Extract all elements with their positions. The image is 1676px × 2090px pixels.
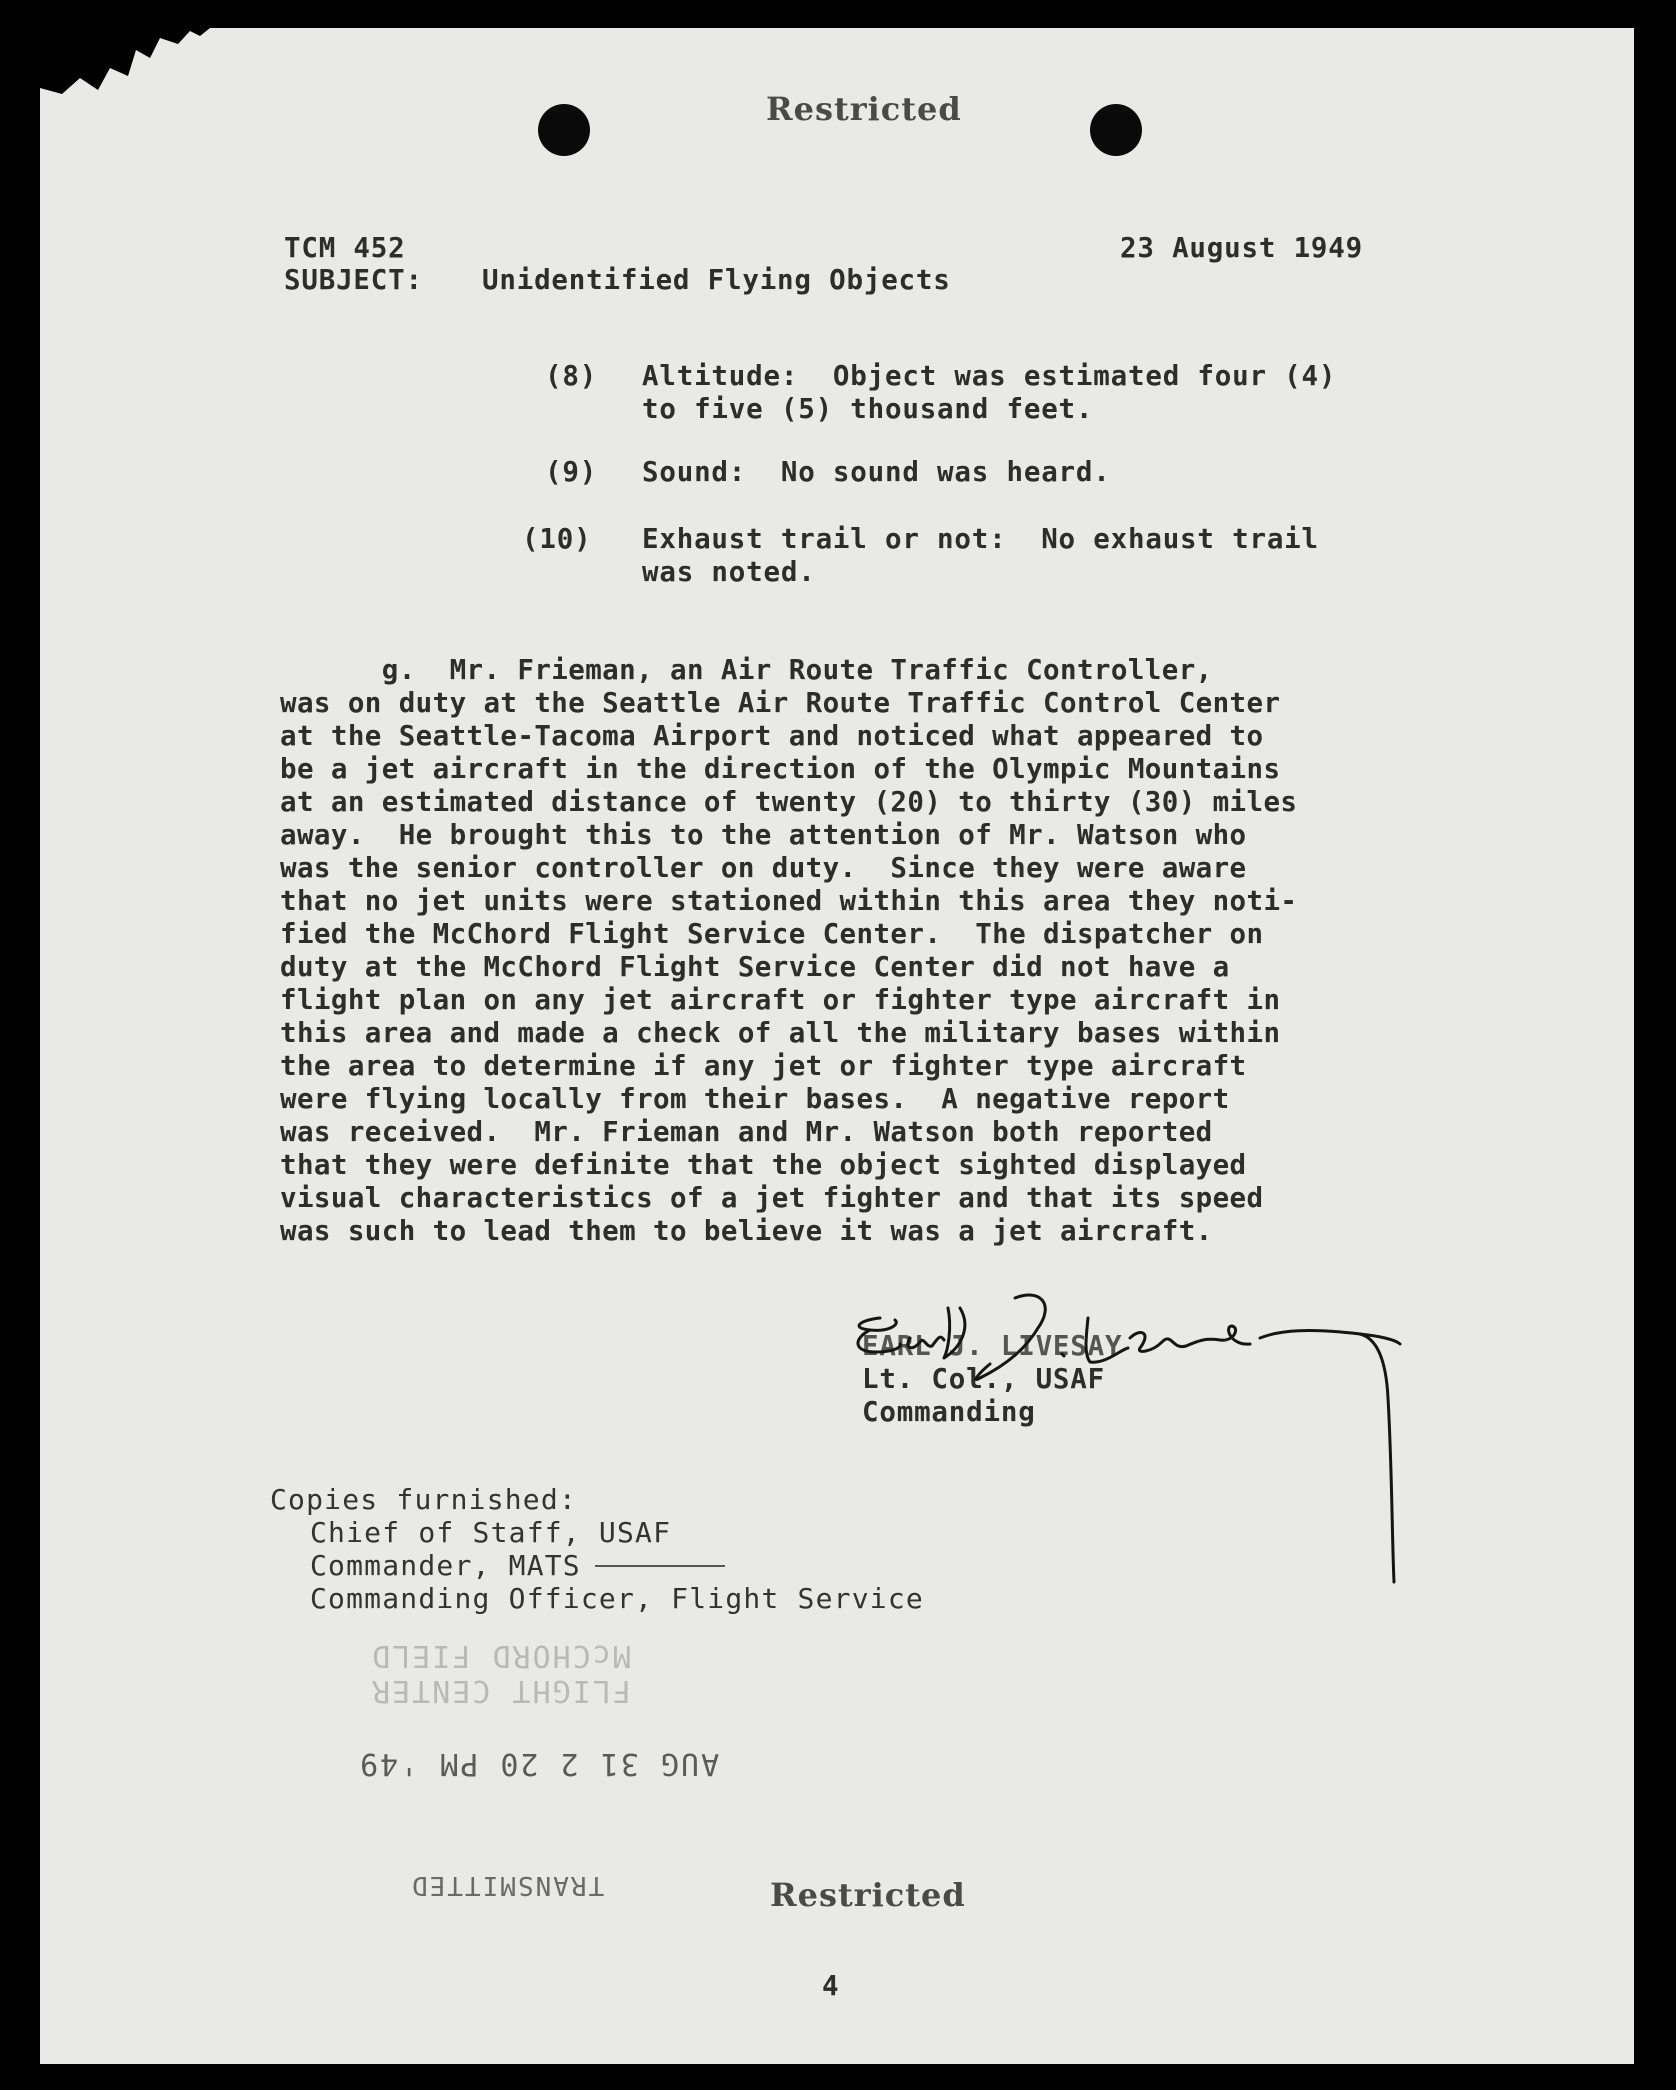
paragraph-line: flight plan on any jet aircraft or fighter type aircraft in	[280, 984, 1281, 1016]
paragraph-line: duty at the McChord Flight Service Center did not have a	[280, 951, 1230, 983]
paragraph-line: visual characteristics of a jet fighter and that its speed	[280, 1182, 1264, 1214]
copies-recipient: Chief of Staff, USAF	[310, 1516, 672, 1549]
copies-recipient: Commander, MATS	[310, 1549, 581, 1582]
punch-hole-right	[1090, 104, 1142, 156]
signatory-title: Commanding	[862, 1396, 1036, 1428]
paragraph-g	[280, 654, 1530, 1248]
paragraph-line: away. He brought this to the attention of Mr. Watson who	[280, 819, 1247, 851]
item-line: Exhaust trail or not: No exhaust trail	[642, 523, 1319, 555]
item-number: (10)	[522, 523, 592, 555]
item-line: Altitude: Object was estimated four (4)	[642, 360, 1337, 392]
classification-bottom: Restricted	[770, 1876, 966, 1914]
received-stamp-line: TRANSMITTED	[410, 1870, 605, 1900]
strikethrough-line	[595, 1565, 725, 1567]
page-number: 4	[822, 1970, 840, 2002]
item-line: to five (5) thousand feet.	[642, 393, 1094, 425]
punch-hole-left	[538, 104, 590, 156]
torn-corner	[40, 28, 210, 98]
subject-label: SUBJECT:	[284, 264, 423, 296]
classification-top: Restricted	[766, 90, 962, 128]
copies-heading: Copies furnished:	[270, 1483, 577, 1516]
received-stamp-line: AUG 31 2 20 PM '49	[358, 1746, 720, 1781]
reference-number: TCM 452	[284, 232, 406, 264]
subject-value: Unidentified Flying Objects	[482, 264, 951, 296]
received-stamp-line: FLIGHT CENTER	[370, 1673, 631, 1708]
paragraph-line: this area and made a check of all the military bases within	[280, 1017, 1281, 1049]
paragraph-line: were flying locally from their bases. A negative report	[280, 1083, 1230, 1115]
document-date: 23 August 1949	[1120, 232, 1363, 264]
copies-recipient: Commanding Officer, Flight Service	[310, 1582, 924, 1615]
item-line: was noted.	[642, 556, 816, 588]
paragraph-line: at the Seattle-Tacoma Airport and noticed what appeared to	[280, 720, 1264, 752]
paragraph-line: at an estimated distance of twenty (20) to thirty (30) miles	[280, 786, 1298, 818]
signatory-rank: Lt. Col., USAF	[862, 1363, 1105, 1395]
paragraph-line: was the senior controller on duty. Since they were aware	[280, 852, 1247, 884]
paragraph-line: fied the McChord Flight Service Center. The dispatcher on	[280, 918, 1264, 950]
item-number: (9)	[545, 456, 598, 488]
document-page	[40, 28, 1634, 2064]
received-stamp-line: McCHORD FIELD	[370, 1638, 631, 1673]
paragraph-line: was received. Mr. Frieman and Mr. Watson both reported	[280, 1116, 1213, 1148]
item-number: (8)	[545, 360, 598, 392]
paragraph-line: was on duty at the Seattle Air Route Traffic Control Center	[280, 687, 1281, 719]
paragraph-line: that no jet units were stationed within this area they noti-	[280, 885, 1298, 917]
paragraph-line: was such to lead them to believe it was a jet aircraft.	[280, 1215, 1213, 1247]
paragraph-line: that they were definite that the object sighted displayed	[280, 1149, 1247, 1181]
signatory-name: EARL J. LIVESAY	[862, 1330, 1123, 1362]
handwritten-signature	[840, 1268, 1440, 1588]
paragraph-line: be a jet aircraft in the direction of the Olympic Mountains	[280, 753, 1281, 785]
paragraph-line: g. Mr. Frieman, an Air Route Traffic Controller,	[280, 654, 1213, 686]
paragraph-line: the area to determine if any jet or fighter type aircraft	[280, 1050, 1247, 1082]
item-line: Sound: No sound was heard.	[642, 456, 1111, 488]
